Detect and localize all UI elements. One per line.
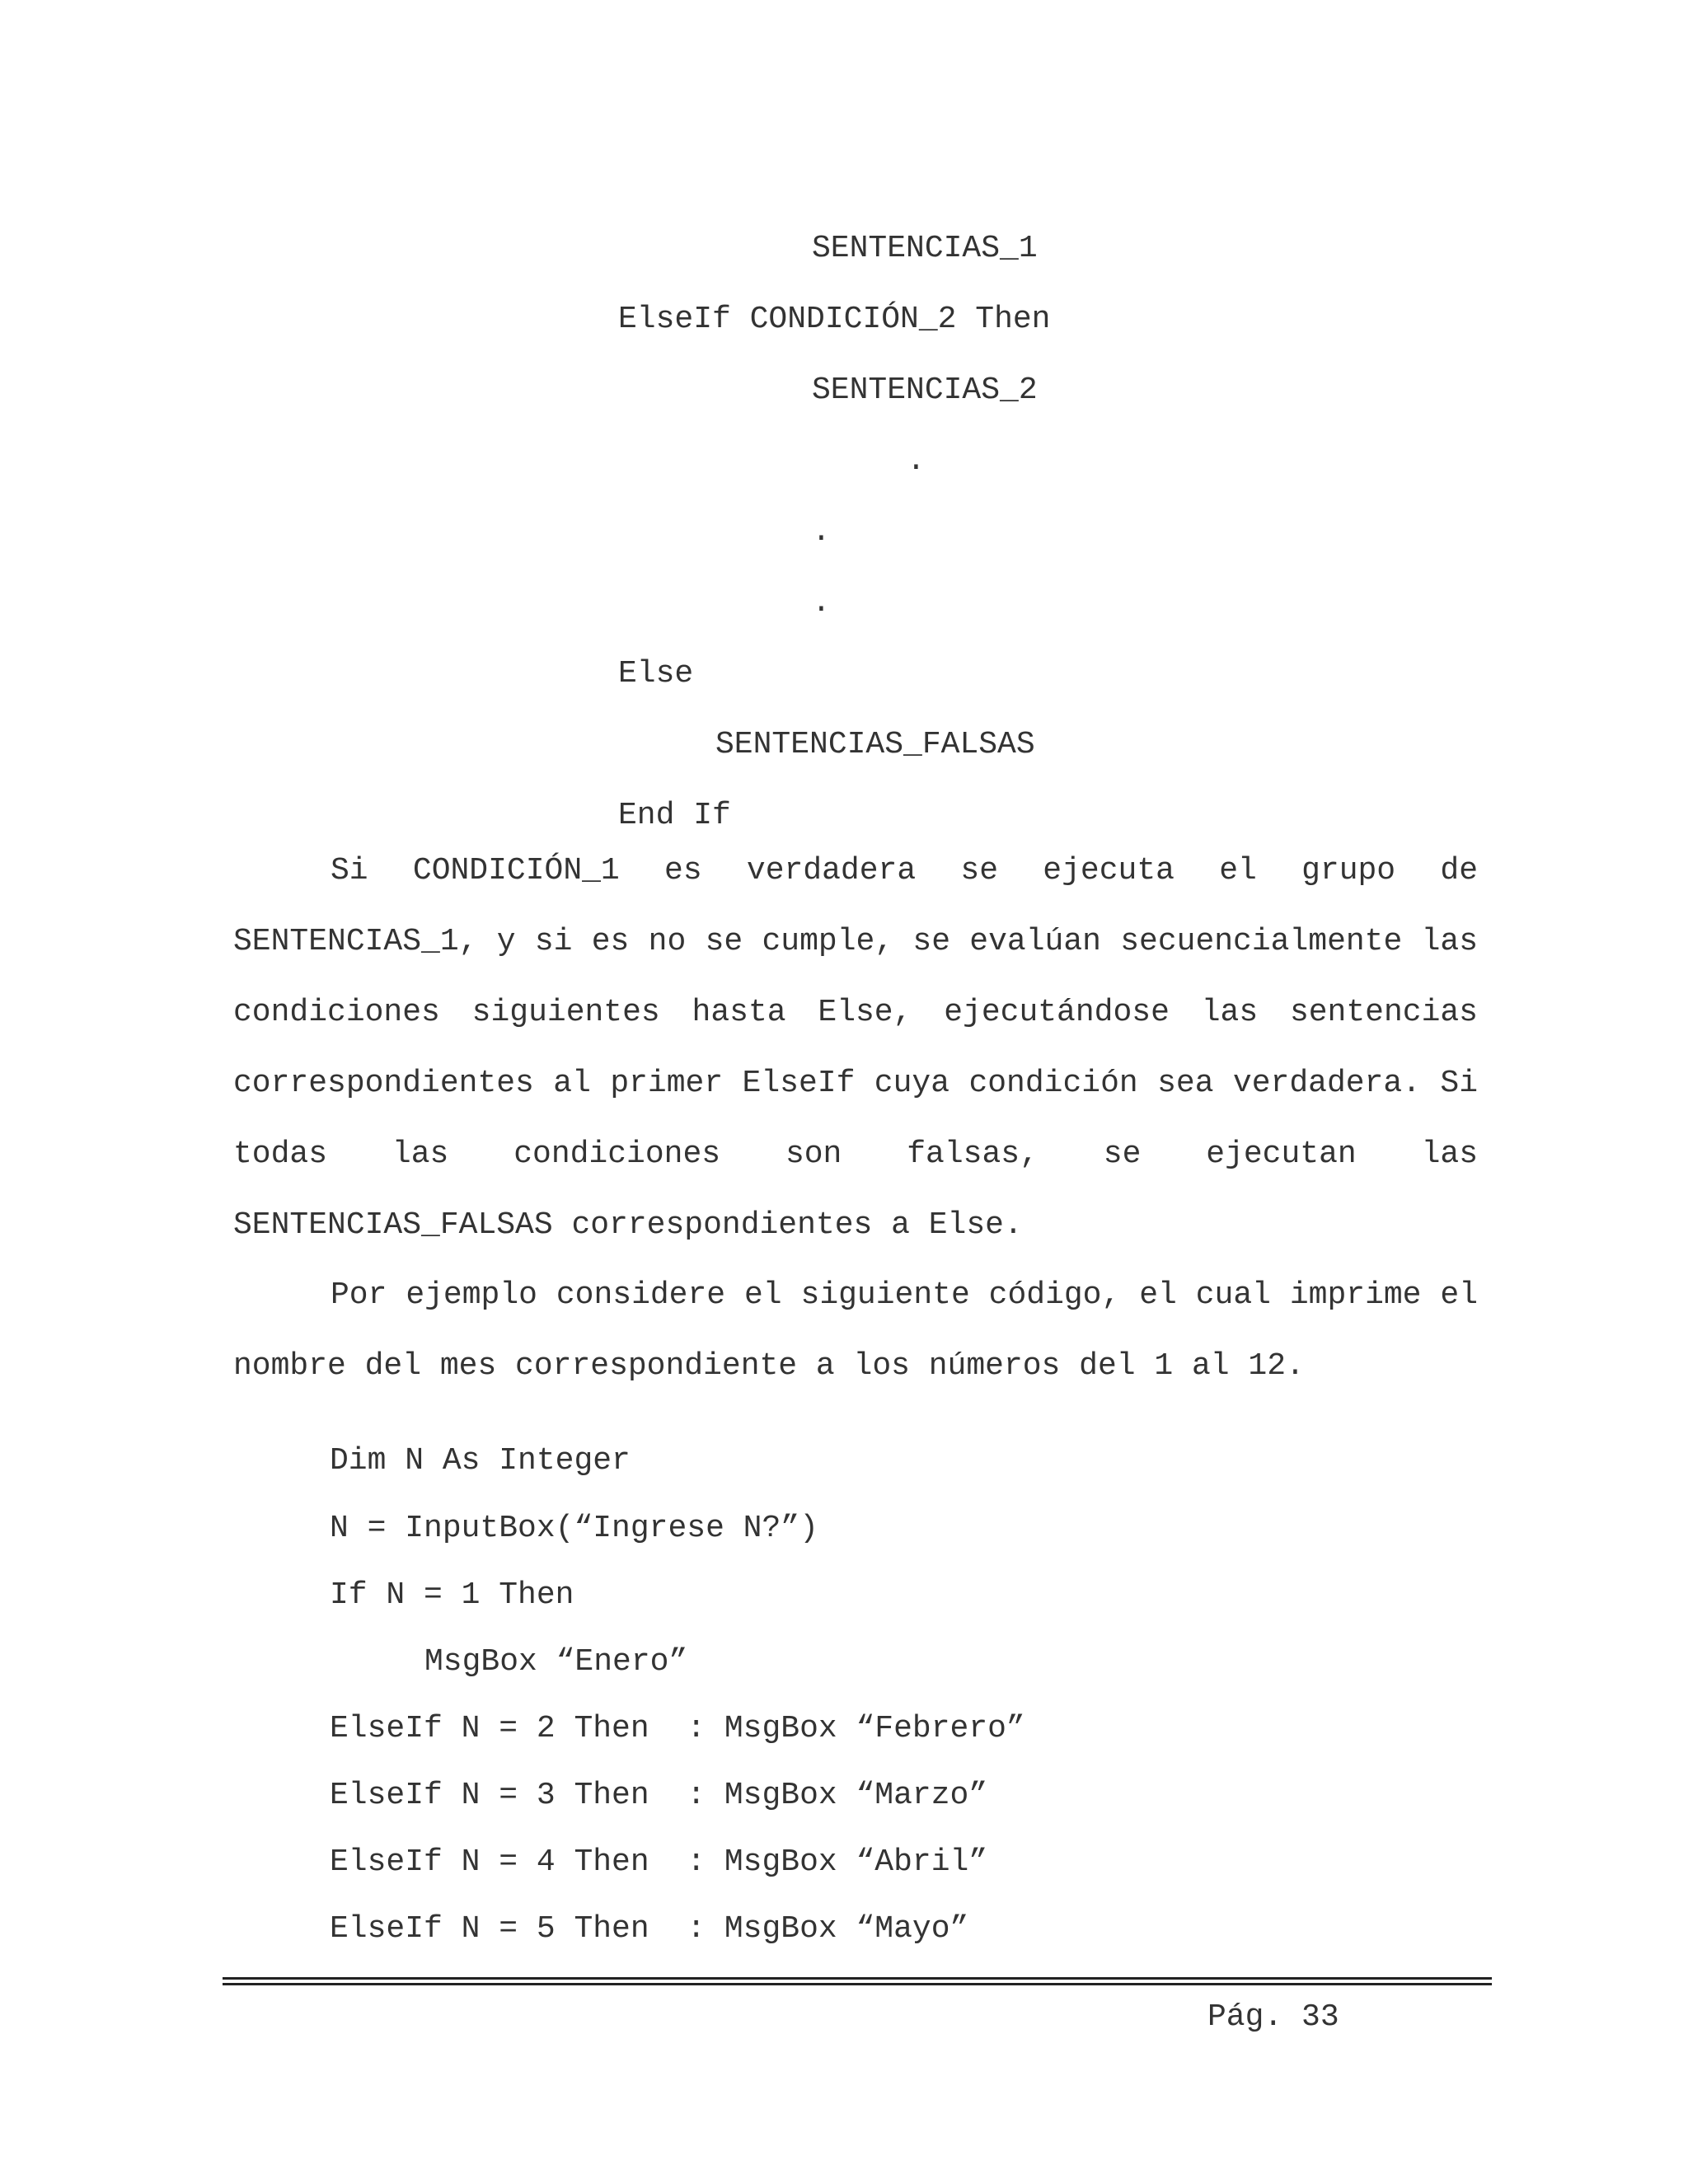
code-line: If N = 1 Then xyxy=(330,1577,574,1613)
paragraph-text: Por ejemplo considere el siguiente código, el cual imprime el nombre del mes correspondiente a los números del 1 al 12. xyxy=(233,1277,1478,1384)
body-paragraph xyxy=(233,836,1478,1261)
paragraph-text: Si CONDICIÓN_1 es verdadera se ejecuta el grupo de SENTENCIAS_1, y si es no se cumple, se evalúan secuencialmente las condiciones siguientes hasta Else, ejecutándose las sentencias correspondientes al primer ElseIf cuya condición sea verdadera. Si todas las condiciones son falsas, se ejecutan las SENTENCIAS_FALSAS correspondientes a Else. xyxy=(233,853,1478,1243)
syntax-ellipsis-dot: . xyxy=(907,443,926,479)
code-line: ElseIf N = 5 Then : MsgBox “Mayo” xyxy=(330,1911,969,1947)
page-number: Pág. 33 xyxy=(1207,1999,1339,2035)
code-line: N = InputBox(“Ingrese N?”) xyxy=(330,1511,818,1546)
syntax-ellipsis-dot: . xyxy=(812,585,831,621)
code-line: ElseIf N = 4 Then : MsgBox “Abril” xyxy=(330,1844,988,1880)
syntax-sentencias-falsas: SENTENCIAS_FALSAS xyxy=(715,727,1035,762)
syntax-end-if: End If xyxy=(618,798,731,833)
footer-divider xyxy=(223,1977,1492,1980)
syntax-sentencias-2: SENTENCIAS_2 xyxy=(812,373,1038,408)
syntax-elseif-line: ElseIf CONDICIÓN_2 Then xyxy=(618,302,1051,337)
code-line: ElseIf N = 3 Then : MsgBox “Marzo” xyxy=(330,1778,988,1813)
code-line: ElseIf N = 2 Then : MsgBox “Febrero” xyxy=(330,1711,1025,1746)
footer-divider xyxy=(223,1983,1492,1985)
syntax-sentencias-1: SENTENCIAS_1 xyxy=(812,231,1038,266)
syntax-else-line: Else xyxy=(618,656,694,691)
syntax-ellipsis-dot: . xyxy=(812,514,831,550)
body-paragraph xyxy=(233,1260,1478,1402)
code-line: Dim N As Integer xyxy=(330,1443,631,1479)
code-line: MsgBox “Enero” xyxy=(424,1644,688,1680)
